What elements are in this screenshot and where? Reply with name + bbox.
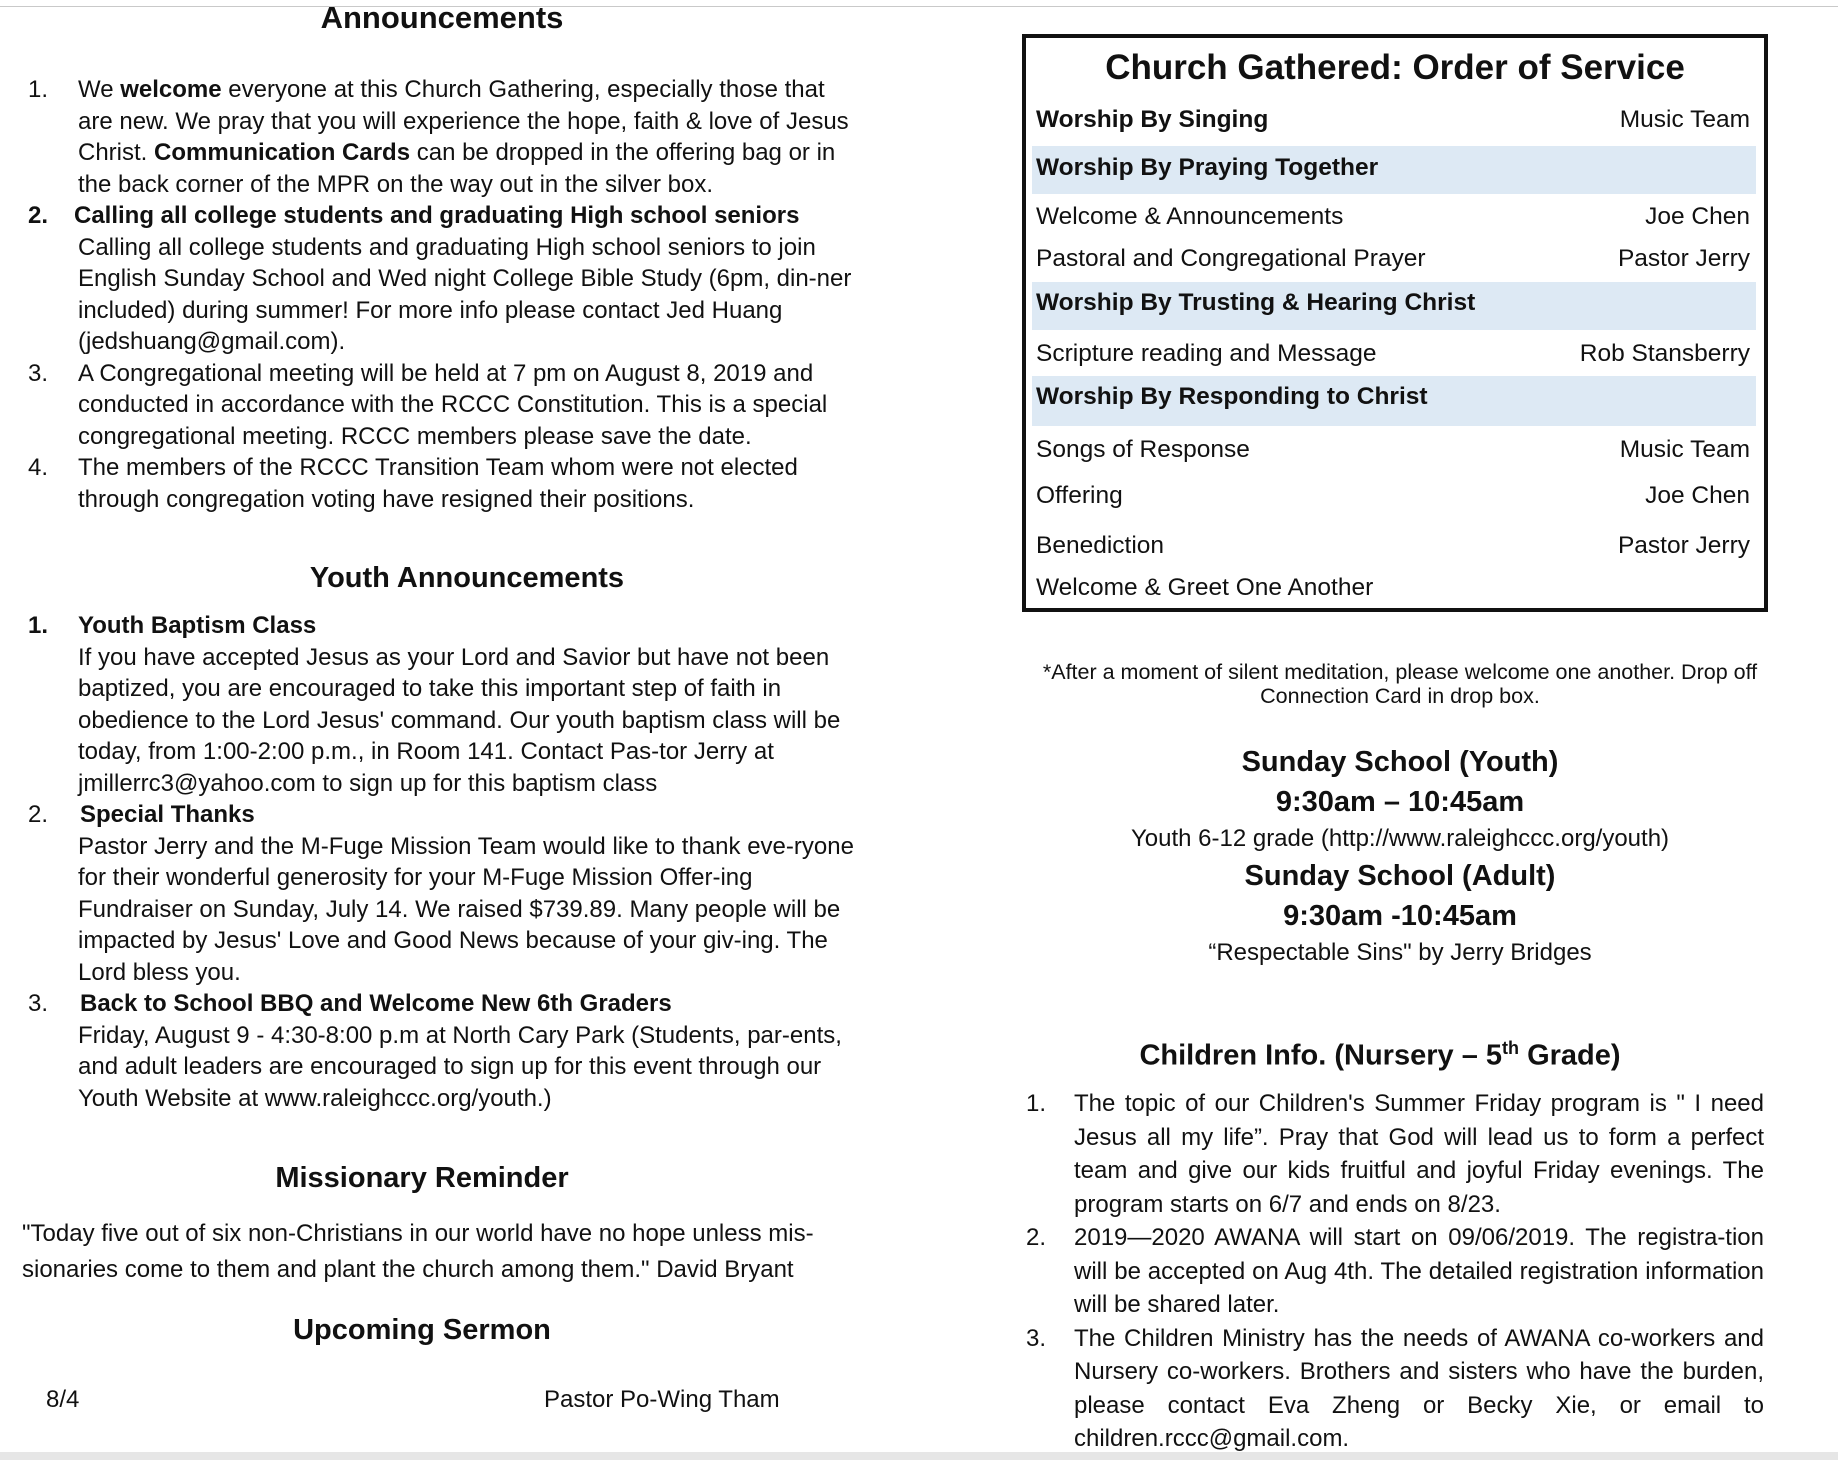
bottom-edge [0, 1452, 1838, 1460]
list-item [1020, 1221, 1764, 1322]
youth-list [22, 610, 862, 1114]
list-item [1020, 1087, 1764, 1221]
sunday-school-youth-title: Sunday School (Youth) [1241, 746, 1559, 778]
item-number: 2. [28, 202, 49, 229]
item-title: Youth Baptism Class [78, 612, 317, 639]
item-text: Friday, August 9 - 4:30-8:00 p.m at North Cary Park (Students, par-ents, and adult leaders are encouraged to sign up for this event through our Youth Website at www.raleighccc.org/youth.) [78, 1021, 842, 1112]
list-item [22, 358, 862, 453]
order-of-service-title: Church Gathered: Order of Service [1105, 48, 1685, 87]
service-leader: Joe Chen [1645, 482, 1750, 509]
service-row [1032, 332, 1756, 376]
children-heading-text: Grade) [1519, 1039, 1621, 1072]
sunday-school-adult-time: 9:30am -10:45am [1283, 900, 1517, 932]
item-number: 4. [28, 454, 49, 481]
item-text: If you have accepted Jesus as your Lord and Savior but have not been baptized, you are encouraged to take this important step of faith in obedience to the Lord Jesus' command. Our youth baptism class will be today, from 1:00-2:00 p.m., in Room 141. Contact Pas-tor Jerry at jmillerrc3@yahoo.com to sign up for this baptism class [78, 643, 841, 797]
list-item [22, 988, 862, 1114]
service-section-row [1032, 282, 1756, 330]
service-section: Worship By Praying Together [1036, 154, 1379, 181]
children-heading-sup: th [1502, 1038, 1520, 1058]
item-bold-text: welcome [120, 76, 222, 103]
service-row [1032, 196, 1756, 238]
announcements-heading: Announcements [320, 0, 564, 35]
service-section-row [1032, 376, 1756, 426]
service-item: Welcome & Greet One Another [1036, 574, 1374, 601]
sunday-school-adult-detail: “Respectable Sins" by Jerry Bridges [1208, 939, 1592, 966]
service-row [1032, 474, 1756, 518]
service-row [1032, 428, 1756, 472]
service-section: Worship By Trusting & Hearing Christ [1036, 289, 1476, 316]
item-text: Pastor Jerry and the M-Fuge Mission Team would like to thank eve-ryone for their wonderful generosity for your M-Fuge Mission Offer-ing Fundraiser on Sunday, July 14. We raised $739.89. Many people will be impacted by Jesus' Love and Good News because of your giv-ing. The Lord bless you. [78, 832, 854, 986]
service-row [1032, 524, 1756, 568]
item-text: The Children Ministry has the needs of AWANA co-workers and Nursery co-workers. Brothers and sisters who have the burden, please contact Eva Zheng or Becky Xie, or email to children.rccc@gmail.com. [1074, 1324, 1764, 1452]
item-title: Calling all college students and graduating High school seniors [74, 202, 800, 229]
service-leader: Music Team [1619, 436, 1750, 463]
service-row [1032, 568, 1756, 608]
missionary-reminder-heading: Missionary Reminder [275, 1162, 569, 1194]
list-item [1020, 1322, 1764, 1456]
service-section-row [1032, 146, 1756, 194]
service-leader: Pastor Jerry [1617, 532, 1750, 559]
item-number: 3. [28, 990, 49, 1017]
item-title: Back to School BBQ and Welcome New 6th Graders [80, 990, 672, 1017]
service-leader: Joe Chen [1645, 203, 1750, 230]
service-row [1032, 238, 1756, 280]
sunday-school-youth-detail: Youth 6-12 grade (http://www.raleighccc.org/youth) [1130, 825, 1670, 852]
youth-announcements-heading: Youth Announcements [309, 562, 625, 594]
item-text: everyone at this Church Gathering, especially those that are new. We pray that you will experience the hope, faith & love of Jesus Christ. [78, 76, 849, 166]
service-item: Worship By Singing [1036, 106, 1269, 133]
item-title: Special Thanks [80, 801, 255, 828]
item-text: We [78, 76, 121, 103]
item-number: 2. [1026, 1224, 1047, 1251]
sermon-date: 8/4 [46, 1386, 80, 1413]
item-text: can be dropped in the offering bag or in the back corner of the MPR on the way out in the silver box. [78, 139, 836, 198]
item-number: 2. [28, 801, 49, 828]
service-item: Welcome & Announcements [1036, 203, 1344, 230]
service-item: Benediction [1036, 532, 1165, 559]
missionary-quote: "Today five out of six non-Christians in our world have no hope unless mis-sionaries come to them and plant the church among them." David Bryant [22, 1220, 814, 1283]
item-number: 3. [1026, 1324, 1047, 1352]
sunday-school-youth-time: 9:30am – 10:45am [1275, 786, 1525, 818]
item-number: 1. [1026, 1090, 1047, 1117]
meditation-note: *After a moment of silent meditation, please welcome one another. Drop off Connection Card in drop box. [1042, 660, 1758, 708]
item-bold-text: Communication Cards [154, 139, 411, 166]
sunday-school-adult-title: Sunday School (Adult) [1244, 860, 1556, 892]
service-item: Songs of Response [1036, 436, 1250, 463]
service-section: Worship By Responding to Christ [1036, 383, 1428, 410]
list-item [22, 74, 862, 200]
service-item: Scripture reading and Message [1036, 340, 1377, 367]
item-number: 1. [28, 612, 49, 639]
order-of-service-box [1022, 34, 1768, 612]
item-text: 2019—2020 AWANA will start on 09/06/2019. The registra-tion will be accepted on Aug 4th. The detailed registration information will be shared later. [1074, 1224, 1764, 1318]
list-item [22, 799, 862, 988]
service-item: Offering [1036, 482, 1123, 509]
service-row [1032, 100, 1756, 140]
item-number: 3. [28, 359, 49, 387]
children-list [1020, 1087, 1764, 1456]
item-text: A Congregational meeting will be held at 7 pm on August 8, 2019 and conducted in accordance with the RCCC Constitution. This is a special congregational meeting. RCCC members please save the date. [78, 359, 828, 450]
service-leader: Rob Stansberry [1579, 340, 1750, 367]
list-item [22, 452, 862, 515]
list-item [22, 610, 862, 799]
list-item [22, 200, 862, 358]
item-text: Calling all college students and graduating High school seniors to join English Sunday School and Wed night College Bible Study (6pm, din-ner included) during summer! For more info please contact Jed Huang (jedshuang@gmail.com). [78, 233, 852, 355]
item-text: The members of the RCCC Transition Team whom were not elected through congregation voting have resigned their positions. [78, 454, 798, 513]
sermon-speaker: Pastor Po-Wing Tham [544, 1386, 780, 1413]
service-leader: Pastor Jerry [1617, 245, 1750, 272]
children-heading-text: Children Info. (Nursery – 5 [1139, 1039, 1503, 1072]
service-leader: Music Team [1619, 106, 1750, 133]
upcoming-sermon-heading: Upcoming Sermon [293, 1314, 551, 1346]
announcements-list [22, 74, 862, 515]
item-number: 1. [28, 76, 49, 103]
children-info-heading [1000, 1028, 1760, 1076]
item-text: The topic of our Children's Summer Friday program is " I need Jesus all my life”. Pray that God will lead us to form a perfect team and give our kids fruitful and joyful Friday evenings. The program starts on 6/7 and ends on 8/23. [1074, 1090, 1764, 1218]
service-item: Pastoral and Congregational Prayer [1036, 245, 1426, 272]
